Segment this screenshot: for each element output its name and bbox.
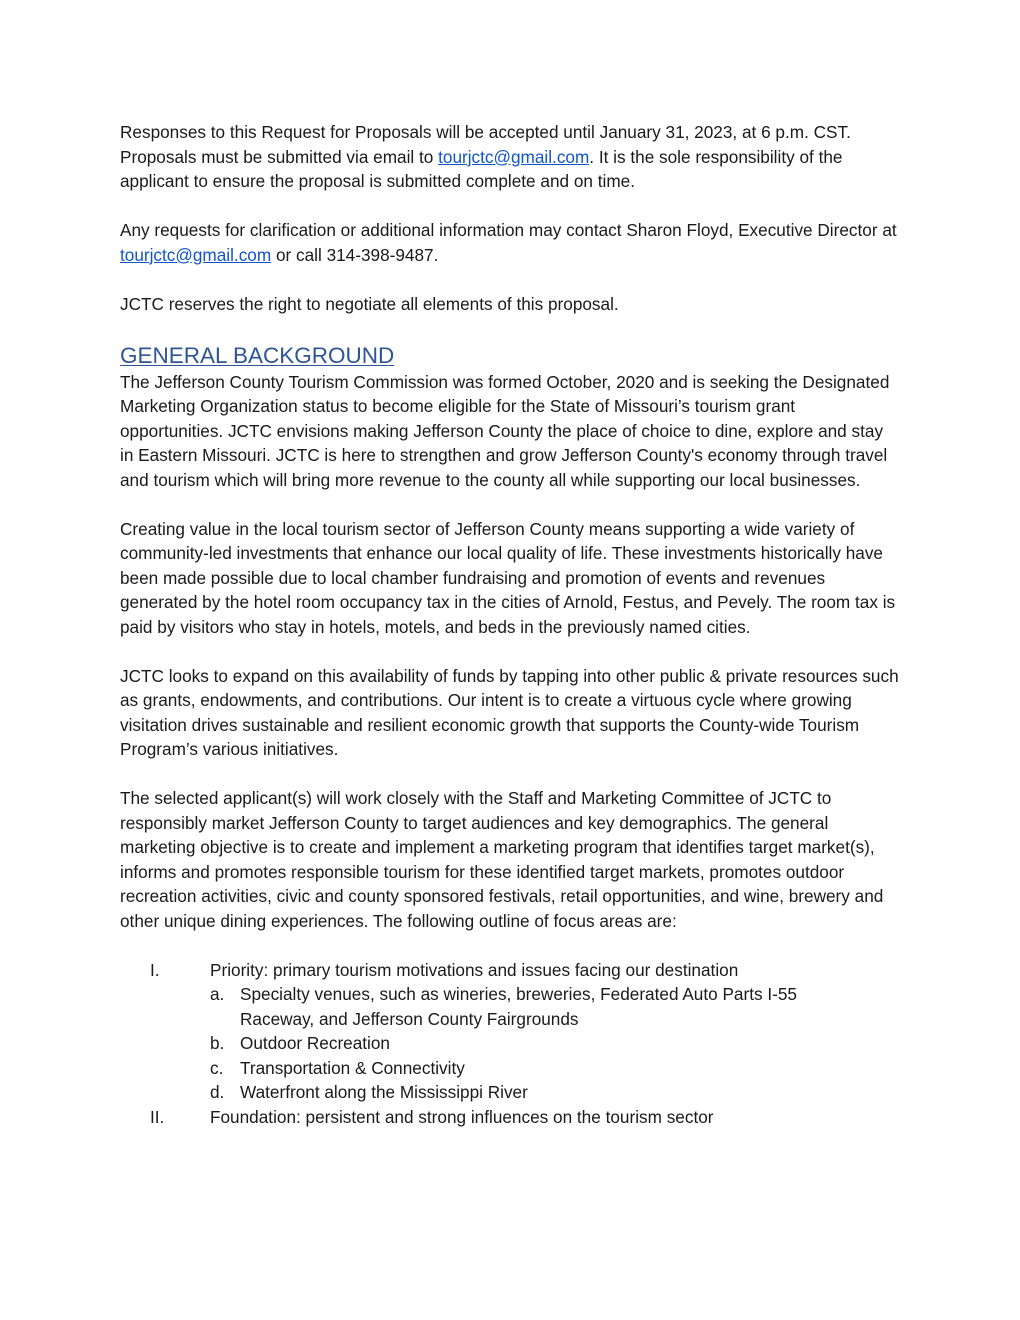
outline-number: II. xyxy=(150,1106,165,1127)
subitem-text: Outdoor Recreation xyxy=(240,1033,390,1053)
outline-subitem xyxy=(120,1031,900,1056)
email-link[interactable]: tourjctc@gmail.com xyxy=(120,244,272,265)
focus-areas-outline xyxy=(120,958,900,1130)
outline-number: I. xyxy=(150,959,160,980)
outline-item xyxy=(120,958,900,983)
email-link[interactable]: tourjctc@gmail.com xyxy=(438,146,590,167)
subitem-letter: b. xyxy=(210,1033,225,1053)
subitem-text: Specialty venues, such as wineries, breweries, Federated Auto Parts I-55 Raceway, and Jefferson County Fairgrounds xyxy=(240,984,797,1029)
outline-item xyxy=(120,1105,900,1130)
submission-text-start: Responses to this Request for Proposals will be accepted until January 31, 2023, at 6 p.m. CST. Proposals must be submitted via email to xyxy=(120,122,851,167)
outline-text: Priority: primary tourism motivations and issues facing our destination xyxy=(210,959,739,980)
outline-subitem xyxy=(120,982,900,1031)
subitem-letter: a. xyxy=(210,984,225,1004)
outline-subitem xyxy=(120,1080,900,1105)
background-paragraph: The selected applicant(s) will work closely with the Staff and Marketing Committee of JCTC to responsibly market Jefferson County to target audiences and key demographics. The general marketing objective is to create and implement a marketing program that identifies target market(s), informs and promotes responsible tourism for these identified target markets, promotes outdoor recreation activities, civic and county sponsored festivals, retail opportunities, and wine, brewery and other unique dining experiences. The following outline of focus areas are: xyxy=(120,788,884,931)
submission-text-end: . It is the sole responsibility of the applicant to ensure the proposal is submitted complete and on time. xyxy=(120,146,843,191)
clarification-text-end: or call 314-398-9487. xyxy=(271,244,439,265)
subitem-text: Transportation & Connectivity xyxy=(240,1057,465,1078)
clarification-text-start: Any requests for clarification or additional information may contact Sharon Floyd, Executive Director at xyxy=(120,220,897,240)
background-paragraph: Creating value in the local tourism sector of Jefferson County means supporting a wide variety of community-led investments that enhance our local quality of life. These investments historically have been made possible due to local chamber fundraising and promotion of events and revenues generated by the hotel room occupancy tax in the cities of Arnold, Festus, and Pevely. The room tax is paid by visitors who stay in hotels, motels, and beds in the previously named cities. xyxy=(120,518,896,637)
subitem-letter: d. xyxy=(210,1082,225,1102)
outline-text: Foundation: persistent and strong influences on the tourism sector xyxy=(210,1106,714,1127)
background-paragraph: JCTC looks to expand on this availability of funds by tapping into other public & private resources such as grants, endowments, and contributions. Our intent is to create a virtuous cycle where growing visitation drives sustainable and resilient economic growth that supports the County-wide Tourism Program’s various initiatives. xyxy=(120,665,899,759)
section-heading: GENERAL BACKGROUND xyxy=(120,342,395,368)
clarification-paragraph xyxy=(120,218,900,267)
subitem-text: Waterfront along the Mississippi River xyxy=(240,1082,528,1102)
subitem-letter: c. xyxy=(210,1057,224,1078)
outline-subitem xyxy=(120,1056,900,1081)
negotiation-paragraph: JCTC reserves the right to negotiate all elements of this proposal. xyxy=(120,293,619,314)
submission-paragraph xyxy=(120,120,900,194)
background-paragraph: The Jefferson County Tourism Commission was formed October, 2020 and is seeking the Designated Marketing Organization status to become eligible for the State of Missouri’s tourism grant opportunities. JCTC envisions making Jefferson County the place of choice to dine, explore and stay in Eastern Missouri. JCTC is here to strengthen and grow Jefferson County's economy through travel and tourism which will bring more revenue to the county all while supporting our local businesses. xyxy=(120,371,890,490)
